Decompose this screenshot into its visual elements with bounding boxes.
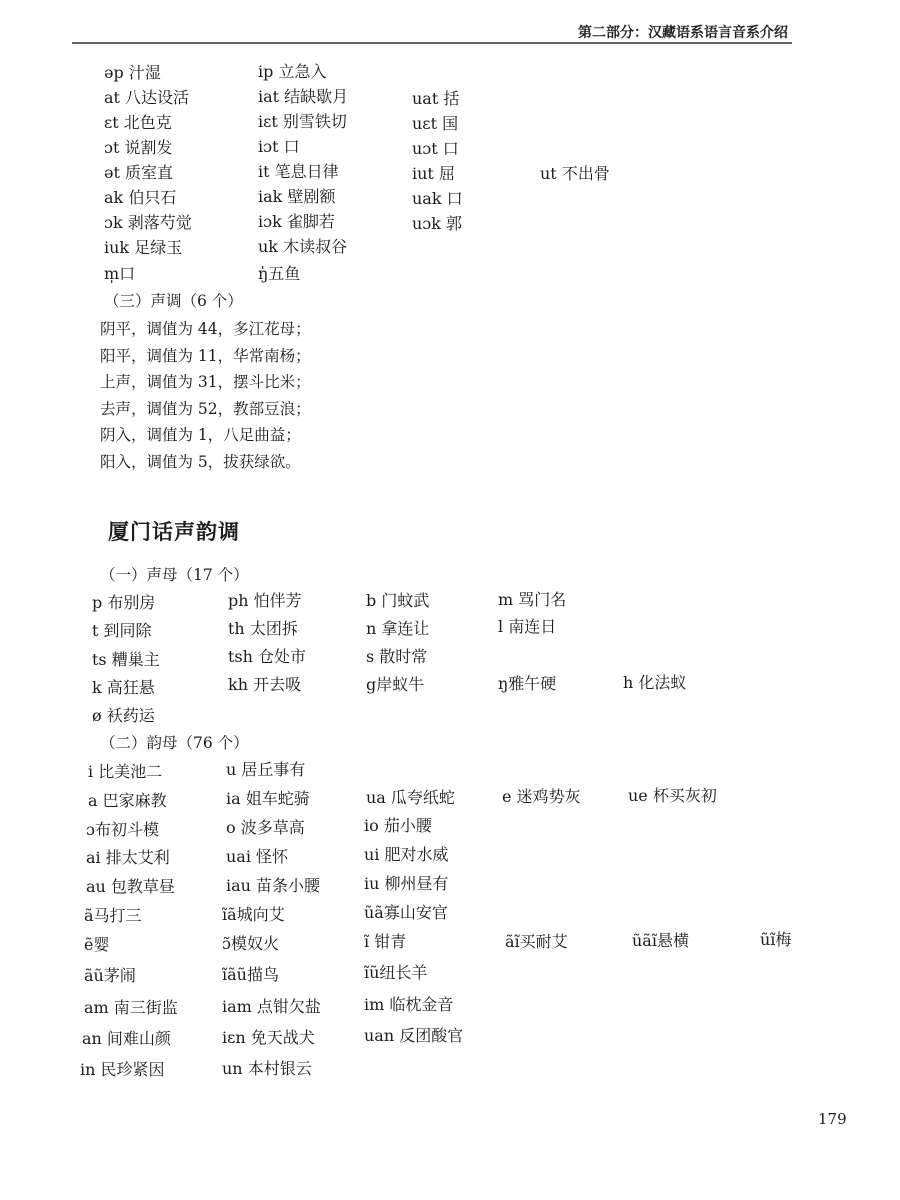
final-entry: uɔt 口 xyxy=(412,139,459,158)
final-entry: ĩã城向艾 xyxy=(222,905,285,924)
final-entry: a 巴家麻教 xyxy=(88,791,167,810)
initial-entry: n 拿连让 xyxy=(366,619,430,638)
finals-heading: （二）韵母（76 个） xyxy=(100,734,249,752)
final-entry: am 南三街监 xyxy=(84,998,178,1017)
final-entry: uak 口 xyxy=(412,189,463,208)
final-entry: ãĩ买耐艾 xyxy=(505,932,568,951)
final-entry: ɔ布初斗模 xyxy=(86,820,159,839)
final-entry: m̩口 xyxy=(104,264,136,283)
final-entry: iat 结缺歇月 xyxy=(258,87,349,106)
final-entry: ua 瓜夸纸蛇 xyxy=(366,788,455,807)
initial-entry: k 高狂悬 xyxy=(92,678,155,697)
final-entry: ã马打三 xyxy=(84,906,142,925)
tone-line: 阳平，调值为 11，华常南杨； xyxy=(100,347,311,365)
page-number: 179 xyxy=(818,1110,847,1128)
final-entry: iam 点钳欠盐 xyxy=(222,997,321,1016)
final-entry: ĩ 钳青 xyxy=(364,932,407,951)
final-entry: uɔk 郭 xyxy=(412,214,463,233)
initial-entry: ph 怕伴芳 xyxy=(228,591,302,610)
final-entry: iuk 足绿玉 xyxy=(104,238,183,257)
initial-entry: kh 开去吸 xyxy=(228,675,302,694)
final-entry: uat 括 xyxy=(412,89,460,108)
final-entry: iɔk 雀脚若 xyxy=(258,212,335,231)
final-entry: ip 立急入 xyxy=(258,62,327,81)
section-title: 厦门话声韵调 xyxy=(108,520,240,544)
final-entry: uai 怪怀 xyxy=(226,847,289,866)
initial-entry: p 布别房 xyxy=(92,593,156,612)
final-entry: ue 杯买灰初 xyxy=(628,786,717,805)
header-rule xyxy=(72,42,792,44)
tone-line: 阴平，调值为 44，多江花母； xyxy=(100,320,311,338)
final-entry: in 民珍紧因 xyxy=(80,1060,165,1079)
initial-entry: t 到同除 xyxy=(92,621,152,640)
final-entry: it 笔息日律 xyxy=(258,162,339,181)
final-entry: ia 姐车蛇骑 xyxy=(226,789,310,808)
initial-entry: ø 袄药运 xyxy=(92,706,155,725)
tone-line: 阳入，调值为 5，拔获绿欲。 xyxy=(100,453,301,471)
final-entry: ai 排太艾利 xyxy=(86,848,170,867)
final-entry: uan 反团酸官 xyxy=(364,1026,464,1045)
final-entry: ũãĩ悬横 xyxy=(632,931,689,950)
initial-entry: s 散时常 xyxy=(366,647,428,666)
final-entry: ɔ̃模奴火 xyxy=(222,934,279,953)
initial-entry: b 门蚊武 xyxy=(366,591,430,610)
initial-entry: tsh 仓处市 xyxy=(228,647,307,666)
final-entry: ĩũ纽长羊 xyxy=(364,963,428,982)
final-entry: ɔt 说割发 xyxy=(104,138,173,157)
final-entry: i 比美池二 xyxy=(88,762,163,781)
initial-entry: h 化法蚁 xyxy=(623,673,687,692)
initial-entry: ŋ雅午硬 xyxy=(498,674,557,693)
final-entry: ẽ婴 xyxy=(84,935,110,954)
final-entry: io 茄小腰 xyxy=(364,816,432,835)
final-entry: iɛt 别雪铁切 xyxy=(258,112,347,131)
final-entry: ĩãũ描鸟 xyxy=(222,965,279,984)
final-entry: u 居丘事有 xyxy=(226,760,306,779)
final-entry: im 临枕金音 xyxy=(364,995,454,1014)
final-entry: o 波多草高 xyxy=(226,818,305,837)
final-entry: uk 木读叔谷 xyxy=(258,237,348,256)
final-entry: ət 质室直 xyxy=(104,163,173,182)
tone-line: 上声，调值为 31，摆斗比米； xyxy=(100,373,311,391)
tone-line: 阴入，调值为 1，八足曲益； xyxy=(100,426,301,444)
initial-entry: m 骂门名 xyxy=(498,590,567,609)
running-header: 第二部分：汉藏语系语言音系介绍 xyxy=(578,25,788,41)
final-entry: əp 汁湿 xyxy=(104,63,161,82)
final-entry: iak 壁剧额 xyxy=(258,187,336,206)
final-entry: iɔt 口 xyxy=(258,137,300,156)
final-entry: iu 柳州昼有 xyxy=(364,874,449,893)
tone-line: 去声，调值为 52，教部豆浪； xyxy=(100,400,311,418)
final-entry: ãũ茅闹 xyxy=(84,966,136,985)
initials-heading: （一）声母（17 个） xyxy=(100,566,249,584)
initial-entry: g岸蚁牛 xyxy=(366,675,425,694)
initial-entry: th 太团拆 xyxy=(228,619,298,638)
final-entry: ɔk 剥落芍觉 xyxy=(104,213,192,232)
final-entry: iɛn 免天战犬 xyxy=(222,1028,315,1047)
initial-entry: ts 糟巢主 xyxy=(92,650,160,669)
final-entry: an 间难山颜 xyxy=(82,1029,171,1048)
initial-entry: l 南连日 xyxy=(498,617,557,636)
final-entry: ũã寡山安官 xyxy=(364,903,448,922)
tone-heading: （三）声调（6 个） xyxy=(104,292,243,310)
final-entry: e 迷鸡势灰 xyxy=(502,787,581,806)
final-entry: ui 肥对水威 xyxy=(364,845,449,864)
final-entry: iut 屈 xyxy=(412,164,455,183)
final-entry: ut 不出骨 xyxy=(540,164,610,183)
final-entry: ak 伯只石 xyxy=(104,188,177,207)
final-entry: ũĩ梅 xyxy=(760,930,792,949)
final-entry: au 包教草昼 xyxy=(86,877,175,896)
final-entry: un 本村银云 xyxy=(222,1059,312,1078)
final-entry: uɛt 国 xyxy=(412,114,459,133)
final-entry: ŋ̍五鱼 xyxy=(258,264,301,283)
final-entry: iau 苗条小腰 xyxy=(226,876,321,895)
final-entry: ɛt 北色克 xyxy=(104,113,172,132)
final-entry: at 八达设活 xyxy=(104,88,190,107)
